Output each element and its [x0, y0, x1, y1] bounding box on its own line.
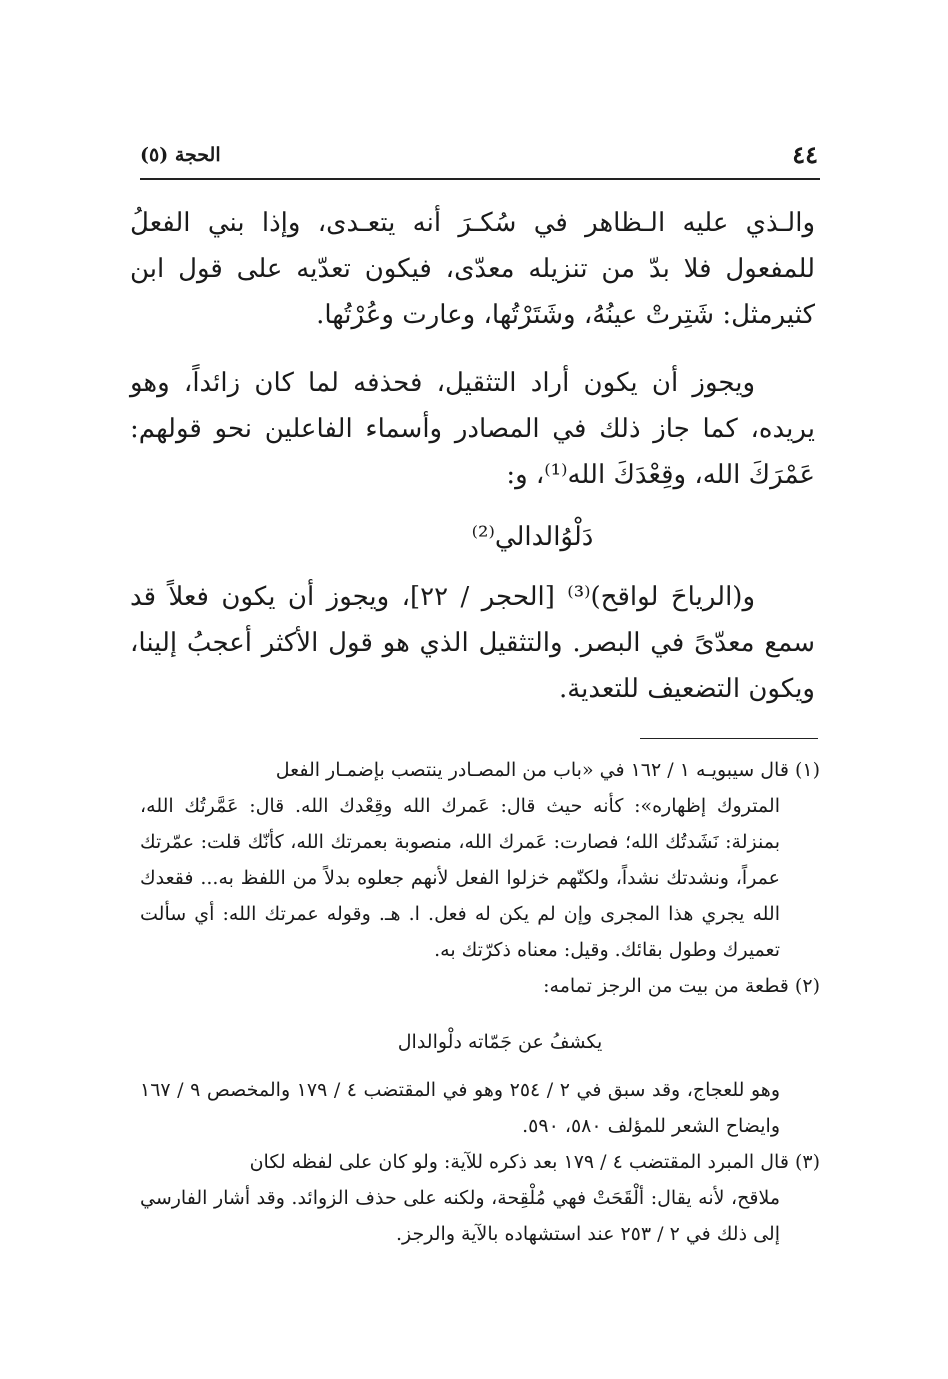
footnote-divider — [640, 738, 818, 739]
footnote-1-body: المتروك إظهاره»: كأنه حيث قال: عَمرك الله وقِعْدك الله. قال: عَمَّرتُك الله، بمنزلة: نَشَدتُك الله؛ فصارت: عَمرك الله، منصوبة بعمرتك الله، كأنّك قلت: عمّرتك عمراً، ونشدتك نشداً، ولكنّهم خزلوا الفعل لأنهم جعلوه بدلاً من اللفظ به... فقعدك الله يجري هذا المجرى وإن لم يكن له فعل. ا. هـ. وقوله عمرتك الله: أي سألت تعميرك وطول بقائك. وقيل: معناه ذكرّتك به. — [140, 795, 780, 961]
page-header — [140, 140, 818, 174]
paragraph-3: و(الرياحَ لواقح)⁽³⁾ [الحجر / ٢٢]، ويجوز أن يكون فعلاً قد سمع معدّىً في البصر. والتثقيل الذي هو قول الأكثر أعجبُ إلينا، ويكون التضعيف للتعدية. — [130, 582, 815, 704]
footnotes — [140, 752, 820, 1252]
paragraph-2: ويجوز أن يكون أراد التثقيل، فحذفه لما كان زائداً، وهو يريده، كما جاز ذلك في المصادر وأسماء الفاعلين نحو قولهم: عَمْرَكَ الله، وقِعْدَكَ الله⁽¹⁾، و: — [130, 368, 815, 490]
footnote-2-verse: يكشفُ عن جَمّاته دلْوالدال — [397, 1031, 603, 1053]
paragraph-1: والـذي عليه الـظاهر في سُكـرَ أنه يتعـدى، وإذا بني الفعلُ للمفعول فلا بدّ من تنزيله معدّى، فيكون تعدّيه على قول ابن كثيرمثل: شَتِرتْ عينُهُ، وشَتَرْتُها، وعارت وعُرْتُها. — [130, 208, 815, 330]
header-divider — [140, 178, 820, 180]
footnote-2-body: وهو للعجاج، وقد سبق في ٢ / ٢٥٤ وهو في المقتضب ٤ / ١٧٩ والمخصص ٩ / ١٦٧ وايضاح الشعر للمؤلف ٥٨٠، ٥٩٠. — [140, 1079, 780, 1137]
footnote-3-body: ملاقح، لأنه يقال: ألْقَحَتْ فهي مُلْقِحة، ولكنه على حذف الزوائد. وقد أشار الفارسي إلى ذلك في ٢ / ٢٥٣ عند استشهاده بالآية والرجز. — [140, 1187, 780, 1245]
verse-line: دَلْوُالدالي⁽²⁾ — [471, 522, 594, 552]
footnote-3-head: (٣) قال المبرد المقتضب ٤ / ١٧٩ بعد ذكره للآية: ولو كان على لفظه لكان — [249, 1151, 820, 1173]
main-text — [130, 200, 815, 712]
page-number: ٤٤ — [792, 140, 818, 169]
footnote-2-head: (٢) قطعة من بيت من الرجز تمامه: — [543, 975, 820, 997]
footnote-1-head: (١) قال سيبويـه ١ / ١٦٢ في «باب من المصـادر ينتصب بإضمـار الفعل — [275, 759, 820, 781]
running-title: الحجة (٥) — [140, 144, 221, 166]
